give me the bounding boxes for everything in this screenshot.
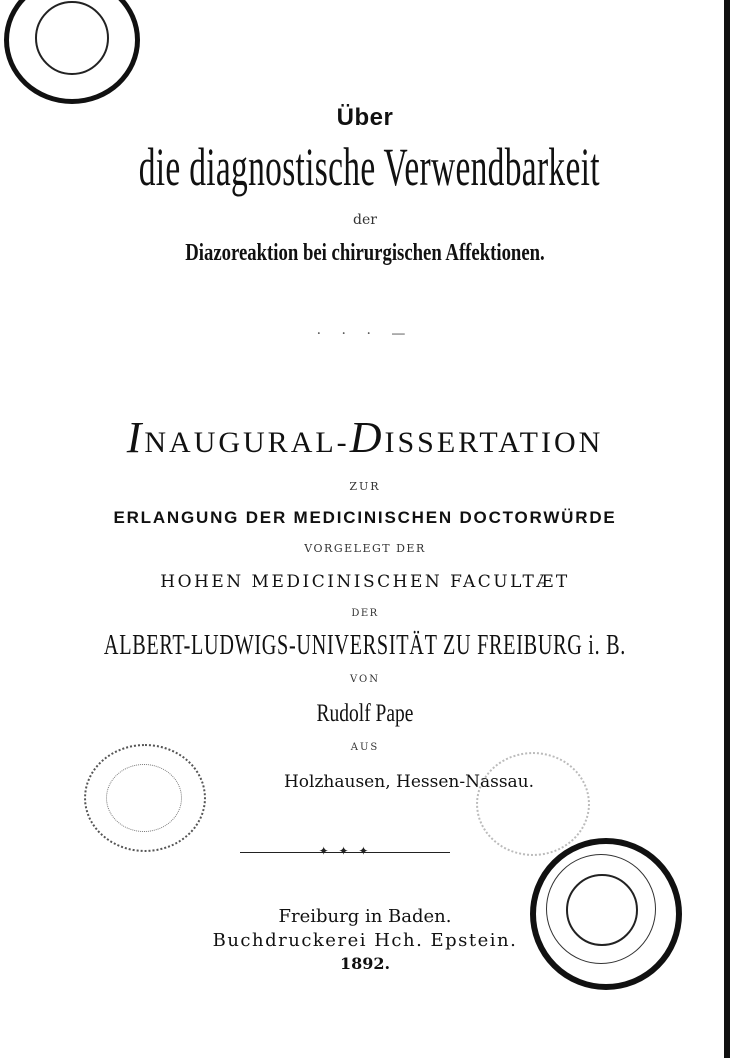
dissertation-cap-i: I (126, 413, 145, 462)
imprint-printer: Buchdruckerei Hch. Epstein. (212, 930, 518, 951)
title-uber: Über (336, 104, 394, 131)
imprint-year: 1892. (339, 954, 391, 973)
faded-stamp-right (476, 752, 590, 856)
connector-der: der (353, 212, 377, 228)
aus: AUS (350, 742, 380, 753)
ornament-marks: · · · — (316, 326, 414, 342)
library-stamp-top-left (4, 0, 140, 104)
university-line: ALBERT-LUDWIGS-UNIVERSITÄT ZU FREIBURG i. B. (103, 630, 627, 661)
faculty-line: HOHEN MEDICINISCHEN FACULTÆT (160, 572, 570, 592)
vorgelegt: VORGELEGT DER (304, 542, 426, 555)
imprint-city: Freiburg in Baden. (278, 906, 452, 927)
von: VON (350, 674, 380, 685)
dissertation-part2: ISSERTATION (384, 426, 604, 459)
main-title: die diagnostische Verwendbarkeit (138, 137, 600, 197)
dissertation-heading (0, 412, 730, 463)
stamp-inner-ring (35, 1, 109, 75)
faded-stamp-left (84, 744, 206, 852)
subtitle: Diazoreaktion bei chirurgischen Affektionen. (185, 240, 545, 266)
dissertation-part1: NAUGURAL- (144, 426, 350, 459)
zur: ZUR (349, 480, 381, 493)
der-upper: DER (351, 608, 379, 619)
author-name: Rudolf Pape (316, 700, 414, 727)
place-of-origin: Holzhausen, Hessen-Nassau. (283, 772, 535, 792)
scan-edge (724, 0, 730, 1058)
divider-ornament: ✦ ✦ ✦ (318, 844, 372, 858)
erlangung-line: ERLANGUNG DER MEDICINISCHEN DOCTORWÜRDE (113, 508, 617, 527)
dissertation-cap-d: D (349, 413, 385, 462)
